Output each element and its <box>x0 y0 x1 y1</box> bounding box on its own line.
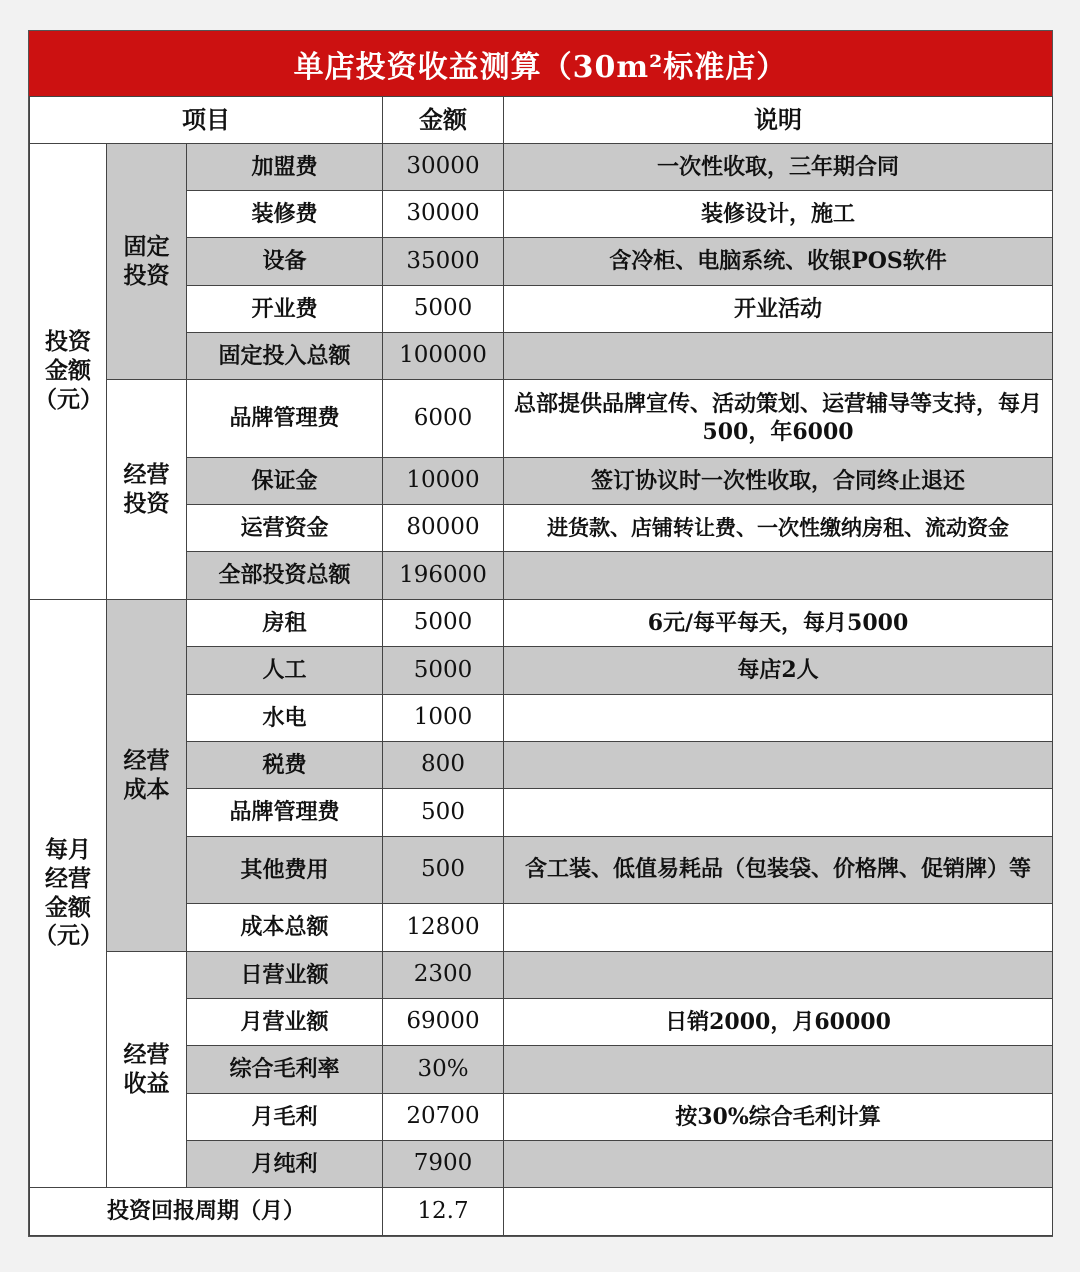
row-item: 月营业额 <box>187 999 383 1046</box>
investment-table <box>29 96 1053 1236</box>
row-note <box>504 904 1053 952</box>
row-item: 税费 <box>187 742 383 789</box>
row-note <box>504 952 1053 999</box>
table-row <box>30 380 1053 458</box>
row-note <box>504 789 1053 837</box>
footer-amount: 12.7 <box>383 1188 504 1236</box>
row-amount: 5000 <box>383 600 504 647</box>
row-amount: 800 <box>383 742 504 789</box>
row-item: 设备 <box>187 238 383 286</box>
row-item: 全部投资总额 <box>187 552 383 600</box>
row-amount: 5000 <box>383 647 504 695</box>
section-revenue-label: 经营 收益 <box>107 952 187 1188</box>
row-note: 含冷柜、电脑系统、收银POS软件 <box>504 238 1053 286</box>
row-item: 其他费用 <box>187 837 383 904</box>
section-invest-label: 投资 金额 （元） <box>30 144 107 600</box>
row-amount: 196000 <box>383 552 504 600</box>
row-item: 成本总额 <box>187 904 383 952</box>
row-item: 品牌管理费 <box>187 789 383 837</box>
row-item: 装修费 <box>187 191 383 238</box>
row-amount: 12800 <box>383 904 504 952</box>
row-amount: 35000 <box>383 238 504 286</box>
row-item: 固定投入总额 <box>187 333 383 380</box>
table-row <box>30 600 1053 647</box>
row-item: 月毛利 <box>187 1094 383 1141</box>
table-title: 单店投资收益测算（30m²标准店） <box>29 31 1052 96</box>
row-amount: 1000 <box>383 695 504 742</box>
row-amount: 30% <box>383 1046 504 1094</box>
row-item: 日营业额 <box>187 952 383 999</box>
row-note <box>504 333 1053 380</box>
row-note: 签订协议时一次性收取，合同终止退还 <box>504 458 1053 505</box>
row-amount: 69000 <box>383 999 504 1046</box>
row-amount: 2300 <box>383 952 504 999</box>
footer-note <box>504 1188 1053 1236</box>
row-note <box>504 742 1053 789</box>
row-note <box>504 1141 1053 1188</box>
table-row <box>30 952 1053 999</box>
row-item: 开业费 <box>187 286 383 333</box>
row-note: 每店2人 <box>504 647 1053 695</box>
row-amount: 20700 <box>383 1094 504 1141</box>
row-note: 进货款、店铺转让费、一次性缴纳房租、流动资金 <box>504 505 1053 552</box>
row-amount: 5000 <box>383 286 504 333</box>
row-note <box>504 1046 1053 1094</box>
row-note: 总部提供品牌宣传、活动策划、运营辅导等支持，每月500，年6000 <box>504 380 1053 458</box>
row-note: 6元/每平每天，每月5000 <box>504 600 1053 647</box>
header-note: 说明 <box>504 97 1053 144</box>
table-row <box>30 144 1053 191</box>
investment-table-sheet <box>28 30 1053 1237</box>
row-amount: 10000 <box>383 458 504 505</box>
row-amount: 100000 <box>383 333 504 380</box>
row-amount: 6000 <box>383 380 504 458</box>
header-amount: 金额 <box>383 97 504 144</box>
row-amount: 7900 <box>383 1141 504 1188</box>
section-monthly-label: 每月 经营 金额 （元） <box>30 600 107 1188</box>
row-note <box>504 552 1053 600</box>
row-item: 房租 <box>187 600 383 647</box>
row-item: 水电 <box>187 695 383 742</box>
footer-row <box>30 1188 1053 1236</box>
row-item: 月纯利 <box>187 1141 383 1188</box>
row-item: 综合毛利率 <box>187 1046 383 1094</box>
row-item: 运营资金 <box>187 505 383 552</box>
header-row <box>30 97 1053 144</box>
row-note: 装修设计，施工 <box>504 191 1053 238</box>
section-fixed-label: 固定 投资 <box>107 144 187 380</box>
row-amount: 80000 <box>383 505 504 552</box>
row-item: 保证金 <box>187 458 383 505</box>
row-note <box>504 695 1053 742</box>
row-amount: 500 <box>383 789 504 837</box>
row-note: 按30%综合毛利计算 <box>504 1094 1053 1141</box>
row-item: 加盟费 <box>187 144 383 191</box>
row-note: 开业活动 <box>504 286 1053 333</box>
row-amount: 30000 <box>383 191 504 238</box>
row-item: 人工 <box>187 647 383 695</box>
row-amount: 500 <box>383 837 504 904</box>
section-operating-invest-label: 经营 投资 <box>107 380 187 600</box>
row-item: 品牌管理费 <box>187 380 383 458</box>
row-note: 日销2000，月60000 <box>504 999 1053 1046</box>
row-amount: 30000 <box>383 144 504 191</box>
section-cost-label: 经营 成本 <box>107 600 187 952</box>
row-note: 含工装、低值易耗品（包装袋、价格牌、促销牌）等 <box>504 837 1053 904</box>
header-item: 项目 <box>30 97 383 144</box>
footer-item: 投资回报周期（月） <box>30 1188 383 1236</box>
row-note: 一次性收取，三年期合同 <box>504 144 1053 191</box>
